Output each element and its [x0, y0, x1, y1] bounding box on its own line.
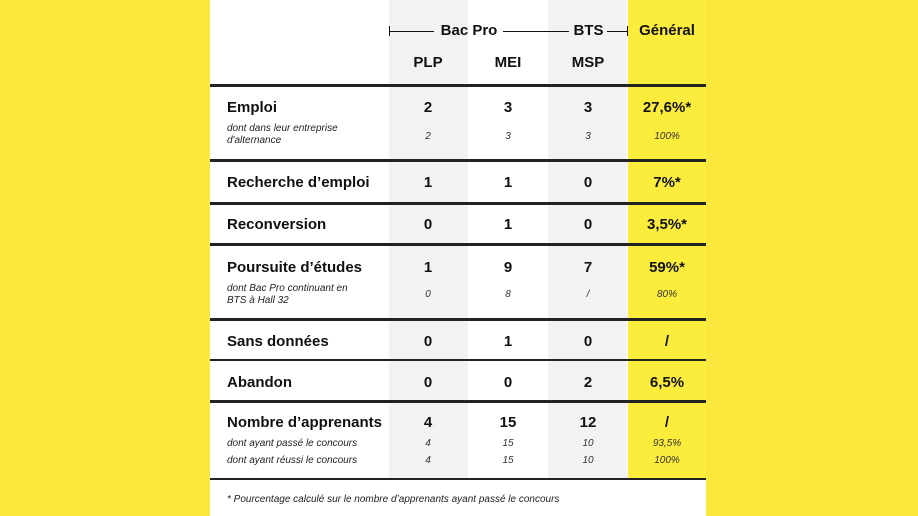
sub-label-concours-reussi: dont ayant réussi le concours	[227, 455, 358, 466]
sub-cell-emploi-plp: 2	[425, 131, 431, 142]
row-divider	[210, 243, 706, 246]
sub-cell-poursuite-plp: 0	[425, 289, 431, 300]
sub-cell-emploi-mei: 3	[505, 131, 511, 142]
cell-reconversion-general: 3,5%*	[646, 216, 688, 233]
table-bottom-rule	[210, 478, 706, 480]
sub-cell-reussi-msp: 10	[582, 455, 594, 466]
cell-sans-donnees-plp: 0	[423, 333, 433, 350]
row-label-sans-donnees: Sans données	[227, 333, 329, 350]
cell-poursuite-msp: 7	[583, 259, 593, 276]
sub-label-emploi-entreprise: dont dans leur entreprise d'alternance	[227, 123, 338, 146]
sub-label-poursuite-bts: dont Bac Pro continuant en BTS à Hall 32	[227, 283, 348, 306]
cell-apprenants-msp: 12	[579, 414, 597, 431]
cell-reconversion-plp: 0	[423, 216, 433, 233]
group-label-general: Général	[639, 22, 695, 39]
cell-recherche-general: 7%*	[653, 174, 681, 191]
plp-column-shade	[389, 0, 468, 478]
column-header-mei: MEI	[494, 54, 522, 71]
sub-label-concours-passe: dont ayant passé le concours	[227, 438, 358, 449]
cell-recherche-msp: 0	[583, 174, 593, 191]
cell-emploi-mei: 3	[503, 99, 513, 116]
row-label-emploi: Emploi	[227, 99, 278, 116]
column-header-plp: PLP	[413, 54, 443, 71]
group-header-bts	[549, 22, 628, 40]
row-divider	[210, 318, 706, 321]
sub-cell-reussi-mei: 15	[502, 455, 514, 466]
sub-cell-emploi-msp: 3	[585, 131, 591, 142]
cell-abandon-general: 6,5%	[649, 374, 685, 391]
cell-emploi-general: 27,6%*	[642, 99, 692, 116]
header-divider	[210, 84, 706, 87]
group-label-bac-pro: Bac Pro	[440, 22, 498, 39]
cell-poursuite-general: 59%*	[649, 259, 685, 276]
row-divider	[210, 202, 706, 205]
cell-poursuite-mei: 9	[503, 259, 513, 276]
row-label-nombre-apprenants: Nombre d’apprenants	[227, 414, 383, 431]
cell-sans-donnees-general: /	[664, 333, 670, 350]
sub-cell-reussi-plp: 4	[425, 455, 431, 466]
general-column-shade	[628, 0, 706, 478]
cell-recherche-mei: 1	[503, 174, 513, 191]
cell-reconversion-msp: 0	[583, 216, 593, 233]
cell-emploi-plp: 2	[423, 99, 433, 116]
sub-cell-poursuite-general: 80%	[656, 289, 677, 300]
cell-recherche-plp: 1	[423, 174, 433, 191]
cell-reconversion-mei: 1	[503, 216, 513, 233]
cell-abandon-mei: 0	[503, 374, 513, 391]
cell-abandon-msp: 2	[583, 374, 593, 391]
sub-cell-poursuite-mei: 8	[505, 289, 511, 300]
footnote: * Pourcentage calculé sur le nombre d’apprenants ayant passé le concours	[227, 494, 560, 505]
row-label-poursuite-etudes: Poursuite d’études	[227, 259, 363, 276]
sub-cell-reussi-general: 100%	[654, 455, 680, 466]
row-label-recherche-emploi: Recherche d’emploi	[227, 174, 370, 191]
sub-cell-passe-general: 93,5%	[652, 438, 682, 449]
row-divider	[210, 359, 706, 361]
group-header-bac-pro	[389, 22, 549, 40]
sub-cell-poursuite-msp: /	[586, 289, 590, 300]
row-divider	[210, 159, 706, 162]
cell-sans-donnees-msp: 0	[583, 333, 593, 350]
msp-column-shade	[548, 0, 627, 478]
row-label-reconversion: Reconversion	[227, 216, 327, 233]
cell-abandon-plp: 0	[423, 374, 433, 391]
cell-apprenants-mei: 15	[499, 414, 517, 431]
column-header-msp: MSP	[571, 54, 605, 71]
cell-apprenants-general: /	[664, 414, 670, 431]
sub-cell-passe-plp: 4	[425, 438, 431, 449]
sub-cell-passe-msp: 10	[582, 438, 594, 449]
cell-sans-donnees-mei: 1	[503, 333, 513, 350]
group-label-bts: BTS	[573, 22, 604, 39]
row-label-abandon: Abandon	[227, 374, 292, 391]
sub-cell-emploi-general: 100%	[654, 131, 680, 142]
cell-apprenants-plp: 4	[423, 414, 433, 431]
sub-cell-passe-mei: 15	[502, 438, 514, 449]
cell-poursuite-plp: 1	[423, 259, 433, 276]
results-table	[210, 0, 706, 516]
cell-emploi-msp: 3	[583, 99, 593, 116]
row-divider	[210, 400, 706, 403]
